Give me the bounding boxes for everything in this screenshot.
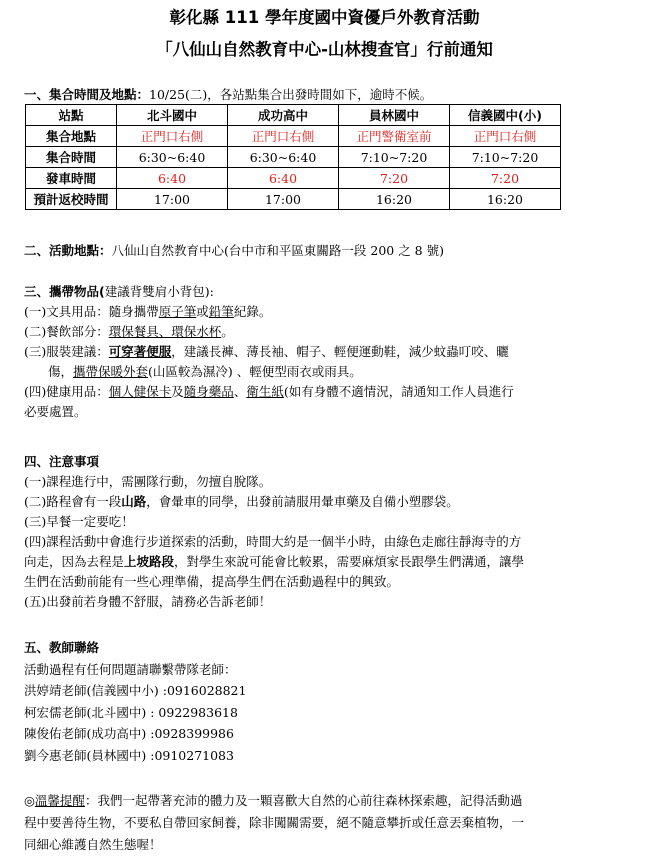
teacher-contact: 劉今惠老師(員林國中) :0910271083	[24, 747, 234, 763]
table-cell: 7:20	[450, 168, 561, 189]
list-item	[24, 302, 634, 322]
section-3	[24, 282, 634, 422]
item-text: (山區較為濕冷) 、輕便型雨衣或雨具。	[148, 364, 362, 379]
section-2-heading: 二、活動地點：	[24, 243, 112, 258]
document-subtitle: 「八仙山自然教育中心-山林搜查官」行前通知	[156, 40, 493, 59]
teacher-contact: 柯宏儒老師(北斗國中) : 0922983618	[24, 704, 238, 720]
item-text: 上坡路段	[124, 554, 175, 569]
table-cell: 16:20	[339, 189, 450, 210]
teacher-contact: 洪婷靖老師(信義國中小) :0916028821	[24, 683, 247, 698]
item-text: 原子筆	[158, 304, 197, 319]
section-5-heading: 五、教師聯絡	[24, 640, 100, 655]
table-header-row	[26, 105, 561, 126]
item-text: (一)文具用品：隨身攜帶	[24, 304, 159, 319]
list-item: (四)課程活動中會進行步道探索的活動，時間大約是一個半小時，由綠色走廊往靜海寺的方	[24, 534, 522, 549]
item-text: 鉛筆	[208, 304, 234, 319]
item-text: 必要處置。	[24, 404, 87, 419]
table-cell: 正門口右側	[450, 126, 561, 147]
item-text: 。	[221, 324, 234, 339]
table-cell: 17:00	[117, 189, 228, 210]
table-header-cell: 信義國中(小)	[450, 105, 561, 126]
item-text: (四)健康用品：	[24, 384, 109, 399]
table-cell: 7:10~7:20	[450, 147, 561, 168]
table-header-cell: 站點	[26, 105, 117, 126]
section-1	[24, 85, 432, 103]
item-text: 可穿著便服	[108, 344, 172, 359]
item-text: 環保餐具、環保水杯	[108, 324, 222, 339]
row-label: 集合時間	[26, 147, 117, 168]
schedule-table	[25, 104, 561, 210]
item-text: 紀錄。	[233, 304, 272, 319]
item-text: 傷，	[48, 364, 74, 379]
reminder-label: 溫馨提醒	[34, 793, 85, 808]
table-cell: 6:30~6:40	[228, 147, 339, 168]
section-5	[24, 637, 634, 766]
list-item: (三)早餐一定要吃！	[24, 514, 134, 529]
item-text: (二)餐飲部分：	[24, 324, 109, 339]
table-row	[26, 126, 561, 147]
section-4	[24, 452, 634, 612]
item-text: 個人健保卡	[108, 384, 172, 399]
item-text: (二)路程會有一段	[24, 494, 122, 509]
section-3-heading-note: 建議背雙肩小背包):	[104, 284, 214, 299]
table-cell: 6:40	[228, 168, 339, 189]
item-text: 山路	[121, 494, 147, 509]
item-text: ，會暈車的同學，出發前請服用暈車藥及自備小塑膠袋。	[146, 494, 459, 509]
list-item: (一)課程進行中，需團隊行動，勿擅自脫隊。	[24, 474, 272, 489]
table-cell: 17:00	[228, 189, 339, 210]
item-text: 攜帶保暖外套	[73, 364, 149, 379]
item-text: 向走，因為去程是	[24, 554, 125, 569]
reminder-note	[24, 790, 634, 856]
section-1-text: 10/25(二)，各站點集合出發時間如下，逾時不候。	[149, 87, 433, 102]
reminder-text: ：我們一起帶著充沛的體力及一顆喜歡大自然的心前往森林探索趣，記得活動過	[84, 793, 523, 808]
table-cell: 6:30~6:40	[117, 147, 228, 168]
list-item: (五)出發前若身體不舒服，請務必告訴老師！	[24, 594, 272, 609]
row-label: 預計返校時間	[26, 189, 117, 210]
list-item	[24, 552, 634, 572]
table-row	[26, 147, 561, 168]
contact-intro: 活動過程有任何問題請聯繫帶隊老師：	[24, 661, 237, 677]
list-item	[24, 492, 634, 512]
item-text: ，對學生來說可能會比較累，需要麻煩家長跟學生們溝通，讓學	[174, 554, 525, 569]
item-text: ，建議長褲、薄長袖、帽子、輕便運動鞋，減少蚊蟲叮咬、曬	[171, 344, 509, 359]
list-item	[24, 402, 634, 422]
table-cell: 正門口右側	[228, 126, 339, 147]
document-title: 彰化縣 111 學年度國中資優戶外教育活動	[169, 8, 480, 27]
list-item	[24, 322, 634, 342]
table-cell: 正門警衛室前	[339, 126, 450, 147]
item-text: 衛生紙	[246, 384, 284, 399]
table-header-cell: 成功高中	[228, 105, 339, 126]
row-label: 發車時間	[26, 168, 117, 189]
reminder-text: 同細心維護自然生態喔！	[24, 837, 162, 852]
item-text: (如有身體不適情況，請通知工作人員進行	[283, 384, 514, 399]
table-row	[26, 168, 561, 189]
table-cell: 7:10~7:20	[339, 147, 450, 168]
list-item	[24, 342, 634, 362]
list-item	[24, 382, 634, 402]
item-text: 隨身藥品	[183, 384, 234, 399]
section-1-heading: 一、集合時間及地點：	[24, 87, 150, 102]
item-text: 及	[171, 384, 184, 399]
table-cell: 7:20	[339, 168, 450, 189]
table-header-cell: 北斗國中	[117, 105, 228, 126]
table-cell: 正門口右側	[117, 126, 228, 147]
table-row	[26, 189, 561, 210]
item-text: 、	[233, 384, 247, 399]
section-2-text: 八仙山自然教育中心(台中市和平區東關路一段 200 之 8 號)	[111, 243, 444, 258]
reminder-text: 程中要善待生物，不要私自帶回家飼養，除非闖關需要，絕不隨意攀折或任意丟棄植物，一	[24, 815, 525, 830]
teacher-contact: 陳俊佑老師(成功高中) :0928399986	[24, 726, 234, 741]
row-label: 集合地點	[26, 126, 117, 147]
section-2	[24, 241, 444, 259]
section-4-heading: 四、注意事項	[24, 454, 100, 469]
table-cell: 6:40	[117, 168, 228, 189]
list-item: 生們在活動前能有一些心理準備，提高學生們在活動過程中的興致。	[24, 574, 400, 589]
list-item	[24, 362, 634, 382]
item-text: 或	[196, 304, 209, 319]
section-3-heading: 三、攜帶物品(	[24, 284, 105, 299]
item-text: (三)服裝建議：	[24, 344, 109, 359]
table-cell: 16:20	[450, 189, 561, 210]
reminder-symbol: ◎	[24, 793, 35, 808]
table-header-cell: 員林國中	[339, 105, 450, 126]
